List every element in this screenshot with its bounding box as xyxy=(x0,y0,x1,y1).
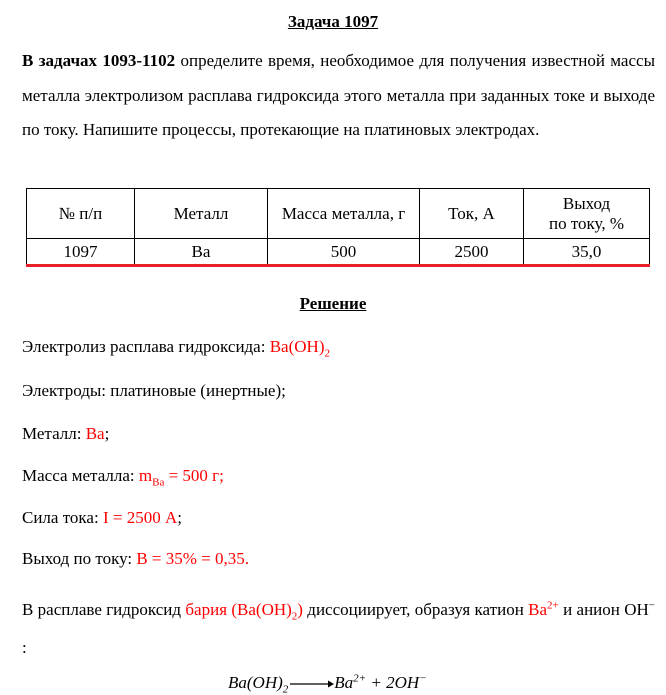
yield-line xyxy=(22,549,249,569)
electrodes-line: Электроды: платиновые (инертные); xyxy=(22,381,286,400)
cation: $Ba^{2+}$ xyxy=(528,599,559,619)
electrolysis-label: Электролиз расплава гидроксида: xyxy=(22,337,270,356)
current-label: Сила тока: xyxy=(22,508,103,527)
cell-current: 2500 xyxy=(420,239,524,266)
header-mass: Масса металла, г xyxy=(268,189,420,239)
table-header-row xyxy=(27,189,650,239)
header-yield-line1: Выход xyxy=(562,193,611,213)
table-row xyxy=(27,239,650,266)
header-metal: Металл xyxy=(135,189,268,239)
data-table xyxy=(26,188,650,266)
metal-label: Металл: xyxy=(22,424,86,443)
problem-range: В задачах 1093-1102 xyxy=(22,51,176,70)
mass-line xyxy=(22,466,224,489)
current-value: I = 2500 А xyxy=(102,508,178,527)
dissociation-equation: $Ba(OH)_2$ $Ba^{2+} + 2OH^-$ xyxy=(228,672,427,695)
header-yield-line2: по току, % xyxy=(548,213,625,233)
solution-title: Решение xyxy=(299,294,367,313)
cell-number: 1097 xyxy=(27,239,135,266)
reaction-arrow-icon xyxy=(288,679,334,689)
problem-text: определите время, необходимое для получения известной массы металла электролизом расплава гидроксида этого металла при заданных токе и выходе по току. Напишите процессы, протекающие на платиновых электродах. xyxy=(22,51,655,139)
metal-value: Ba xyxy=(85,424,105,443)
table-underline xyxy=(26,264,650,267)
header-number: № п/п xyxy=(27,189,135,239)
electrolysis-line xyxy=(22,337,330,360)
cell-yield: 35,0 xyxy=(524,239,650,266)
header-yield xyxy=(524,189,650,239)
cell-metal: Ba xyxy=(135,239,268,266)
problem-title: Задача 1097 xyxy=(287,12,379,31)
problem-statement xyxy=(22,44,655,148)
current-line: Сила тока: I = 2500 А; xyxy=(22,508,182,527)
cell-mass: 500 xyxy=(268,239,420,266)
mass-label: Масса металла: xyxy=(22,466,139,485)
yield-value: В = 35% = 0,35. xyxy=(136,549,250,568)
metal-line: Металл: Ba; xyxy=(22,424,110,443)
mass-value: $m_{Ba} = 500$ г; xyxy=(138,466,224,489)
electrolysis-value: $Ba(OH)_2$ xyxy=(269,337,330,360)
dissociation-paragraph: В расплаве гидроксид бария $(Ba(OH)_2)$ диссоциирует, образуя катион $Ba^{2+}$ и анион OH− : xyxy=(22,599,655,657)
yield-label: Выход по току: xyxy=(22,549,137,568)
hydroxide-name: бария $(Ba(OH)_2)$ xyxy=(185,600,303,623)
header-current: Ток, А xyxy=(420,189,524,239)
